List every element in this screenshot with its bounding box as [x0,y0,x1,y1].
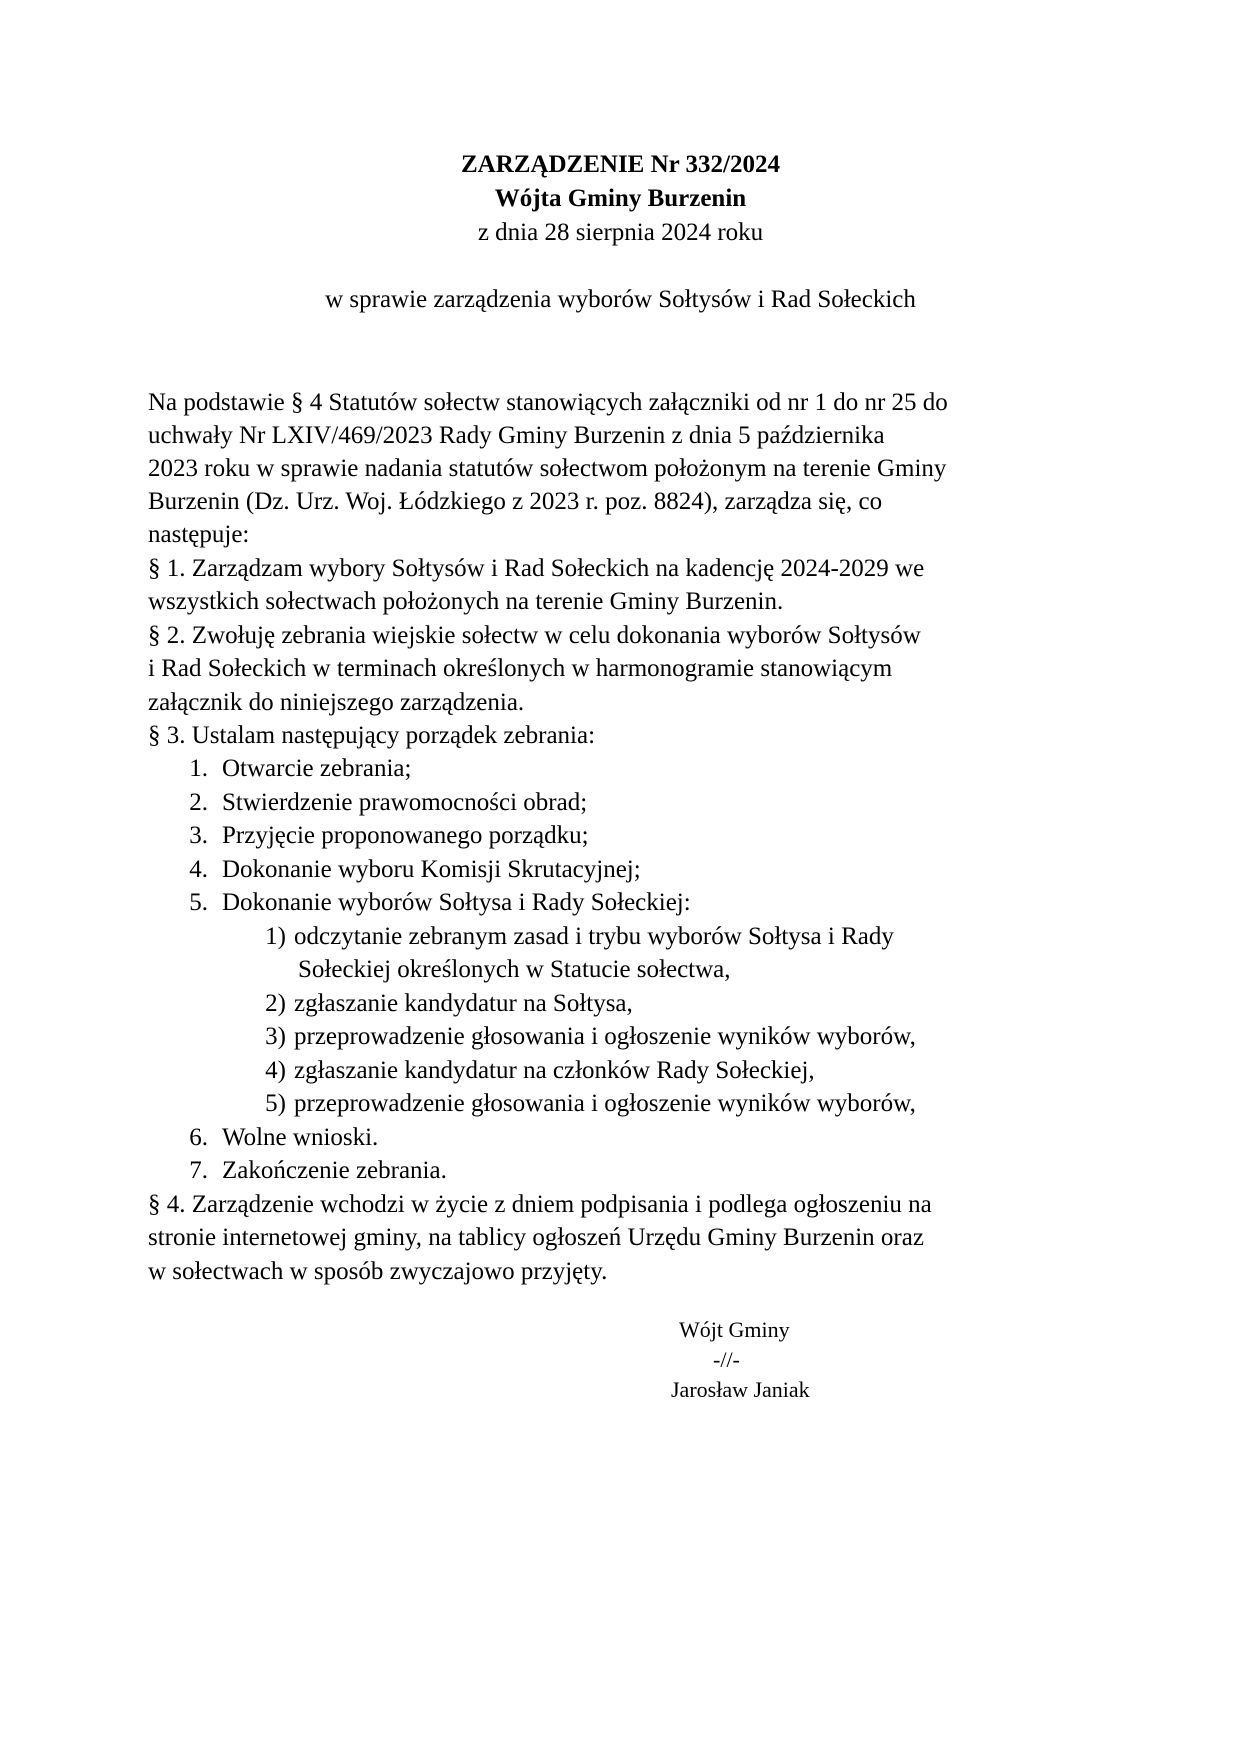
list-item-text: Stwierdzenie prawomocności obrad; [222,789,588,816]
document-date: z dnia 28 sierpnia 2024 roku [477,219,764,246]
paragraph-4-line: stronie internetowej gminy, na tablicy ogłoszeń Urzędu Gminy Burzenin oraz [148,1224,924,1251]
signature-name: Jarosław Janiak [671,1377,810,1402]
signature-role: Wójt Gminy [679,1317,790,1342]
preamble-line: 2023 roku w sprawie nadania statutów sołectwom położonym na terenie Gminy [148,455,947,482]
list-item-text: Przyjęcie proponowanego porządku; [222,822,589,849]
list-item-text: Wolne wnioski. [222,1124,379,1151]
paragraph-1-line: wszystkich sołectwach położonych na terenie Gminy Burzenin. [148,588,784,615]
paragraph-2-line: i Rad Sołeckich w terminach określonych w harmonogramie stanowiącym [148,655,893,682]
list-item-text: Dokonanie wyborów Sołtysa i Rady Sołeckiej: [222,889,691,916]
signature-mark: -//- [713,1347,740,1372]
sublist-item-continuation: Sołeckiej określonych w Statucie sołectwa, [298,956,731,983]
list-item-text: Otwarcie zebrania; [222,755,412,782]
sublist-item-number: 4) [265,1057,286,1084]
sublist-item-text: odczytanie zebranym zasad i trybu wyborów Sołtysa i Rady [294,923,894,950]
list-item-text: Zakończenie zebrania. [222,1157,447,1184]
list-item-text: Dokonanie wyboru Komisji Skrutacyjnej; [222,856,641,883]
paragraph-4-line: § 4. Zarządzenie wchodzi w życie z dniem podpisania i podlega ogłoszeniu na [148,1191,932,1218]
sublist-item-text: zgłaszanie kandydatur na członków Rady Sołeckiej, [294,1057,815,1084]
preamble-line: Burzenin (Dz. Urz. Woj. Łódzkiego z 2023 r. poz. 8824), zarządza się, co [148,488,883,515]
document-issuer: Wójta Gminy Burzenin [494,185,747,212]
paragraph-1-line: § 1. Zarządzam wybory Sołtysów i Rad Sołeckich na kadencję 2024-2029 we [148,555,925,582]
document-title: ZARZĄDZENIE Nr 332/2024 [460,151,781,178]
paragraph-4-line: w sołectwach w sposób zwyczajowo przyjęty. [148,1258,608,1285]
list-item-number: 6. [189,1124,208,1151]
list-item-number: 1. [189,755,208,782]
paragraph-2-line: załącznik do niniejszego zarządzenia. [148,689,525,716]
sublist-item-text: przeprowadzenie głosowania i ogłoszenie wyników wyborów, [294,1090,916,1117]
sublist-item-number: 5) [265,1090,286,1117]
sublist-item-number: 3) [265,1023,286,1050]
preamble-line: uchwały Nr LXIV/469/2023 Rady Gminy Burzenin z dnia 5 października [148,422,885,449]
sublist-item-text: zgłaszanie kandydatur na Sołtysa, [294,990,633,1017]
paragraph-3-intro: § 3. Ustalam następujący porządek zebrania: [148,722,596,749]
sublist-item-number: 1) [265,923,286,950]
list-item-number: 3. [189,822,208,849]
list-item-number: 7. [189,1157,208,1184]
document-subject: w sprawie zarządzenia wyborów Sołtysów i Rad Sołeckich [325,286,916,313]
preamble-line: następuje: [148,521,250,548]
list-item-number: 2. [189,789,208,816]
sublist-item-number: 2) [265,990,286,1017]
paragraph-2-line: § 2. Zwołuję zebrania wiejskie sołectw w celu dokonania wyborów Sołtysów [148,622,921,649]
preamble-line: Na podstawie § 4 Statutów sołectw stanowiących załączniki od nr 1 do nr 25 do [148,389,948,416]
list-item-number: 4. [189,856,208,883]
list-item-number: 5. [189,889,208,916]
sublist-item-text: przeprowadzenie głosowania i ogłoszenie wyników wyborów, [294,1023,916,1050]
